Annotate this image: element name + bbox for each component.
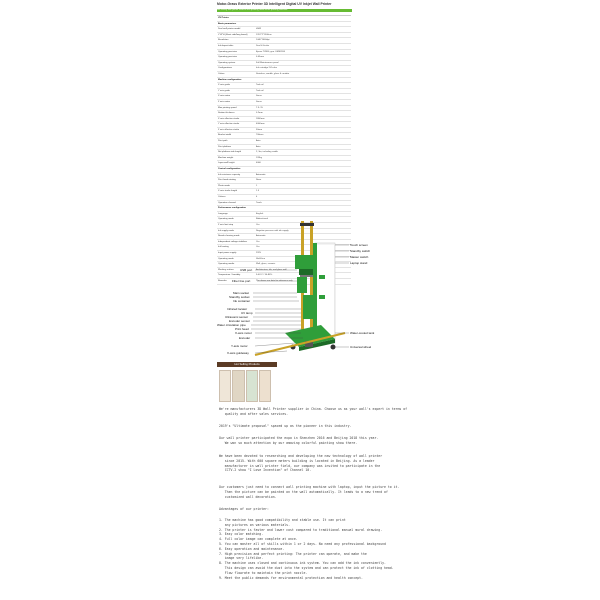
callout-infrared-locator: Infrared locator [227,307,248,311]
spec-key: Temperature / humidity [218,274,241,277]
spec-key: Operating media [218,263,235,266]
spec-value: 7.5~15 [256,106,263,109]
spec-value: Auto [256,140,261,143]
usage-paragraph: Our customers just need to connect wall printing machine with laptop, input the picture to it. Then the picture can be painted on the wall automatically. It leads to a new trend of customized wall decoration. [219,485,400,499]
subtitle-banner: Hot selling wall printer vertical wall painting robot mural painting machine [217,9,352,12]
spec-key: Operating precision [218,56,237,59]
spec-key: Layer-wall height [218,162,235,165]
spec-value: 50mm [256,128,263,131]
spec-key: Input power supply [218,251,237,254]
spec-key: Operating system [218,61,236,64]
spec-value: Yes [256,223,260,226]
advantages-heading: Advantages of our printer: [219,507,269,511]
spec-key: Y axis effective stroke [218,123,240,126]
spec-value: Negative pressure with ink supply [256,229,289,232]
spec-key: Ink heating [218,246,229,249]
proposal-paragraph: 2019's "Ultimate proposal" spaced up as the pioneer in this industry. [219,424,352,428]
spec-key: Colour [218,72,225,75]
spec-value: 700mm [256,134,264,137]
spec-value: 1440*1440dpi [256,39,270,42]
product-thumbnail[interactable] [219,370,231,402]
intro-paragraph: We're manufacturers 3D Wall Printer supplier in China. Choose us as your wall's expert in terms of quality and after sales services. [219,407,408,416]
product-thumbnails [219,370,271,402]
spec-key: Machine weight [218,156,234,159]
spec-key: X axis motor [218,95,231,98]
spec-value: English [256,212,264,215]
spec-value: 1 [256,184,258,187]
spec-value [256,206,351,211]
spec-value: 4000mm [256,123,265,126]
spec-value: Wall, glass, ceramic [256,263,276,266]
spec-key: Z axis effective stroke [218,128,240,131]
callout-print-head: Print head [235,327,249,331]
spec-key: X axis stroke length [218,190,238,193]
spec-key: Operating mode [218,218,234,221]
callout-universal-wheel: Universal wheel [350,345,372,349]
spec-key: Remarks [218,279,227,282]
spec-key: Control configuration [218,168,241,171]
history-paragraph: We have been devoted to researching and developing the new technology of wall printer since 2015. With 600 square meters building is located in Beijing. As a leader manufacturer in wall printer field, our company was invited to participate in the CCTV-2 show "I Love Invention" of Channel 10. [219,454,383,473]
spec-value: 1312*2*1500cm [256,33,272,36]
printer-diagram [215,215,385,375]
callout-main-socket: Main socket [233,291,250,295]
spec-key: Print head rotating [218,179,236,182]
spec-key: Colours [218,196,226,198]
spec-key: Configurations [218,67,233,70]
spec-value: 1800mm [256,117,265,120]
spec-key: Performance configuration [218,207,246,210]
spec-key: Print path [218,140,228,143]
spec-value: Touch [256,201,262,204]
product-thumbnail[interactable] [232,370,244,402]
spec-key: Nozzle cleaning mode [218,235,240,238]
spec-key: Machine configuration [218,78,242,81]
spec-key: Station thickness [218,112,235,115]
spec-key: Resolution [218,39,229,42]
spec-value [256,167,351,172]
callout-standby-switch: Standby switch [350,249,371,253]
spec-value: 4 [256,196,258,198]
spec-key: Operation channel [218,201,236,204]
product-thumbnail[interactable] [246,370,258,402]
spec-key: Ink supply mode [218,229,234,232]
spec-key: UV Printer [218,17,229,19]
spec-key: Ink deposit dots [218,44,234,47]
spec-key: Working surface [218,268,234,271]
spec-value: 220V [256,251,262,254]
spec-value: Dual & 4color [256,44,270,47]
spec-value: None [256,179,262,182]
spec-key: Max printing speed [218,106,237,109]
spec-key: Bracket width [218,134,232,137]
spec-value: Shift/Line [256,257,266,260]
spec-value: Yes [256,240,260,243]
spec-value: 2, 3m, including cradle [256,151,278,154]
callout-ink-container: Ink container [233,299,251,303]
callout-water-circulation-pipe: Water circulation pipe [217,323,246,327]
spec-value [256,22,351,27]
spec-key: Photo mode [218,184,230,187]
callout-usb-port: USB port [240,268,253,272]
spec-key: Z axis limit stop [218,223,234,226]
spec-value: 5-40°C / 30-80% [256,274,273,277]
spec-key: Z axis motor [218,100,231,103]
callout-uv-lamp: UV lamp [241,311,253,315]
spec-value: Tool rail [256,84,264,87]
product-title: Motor-Grass Exterior Printer 3D Intelligent Digital UV Inkjet Wall Printer [217,2,332,6]
spec-value: Bidirectional [256,218,268,221]
advantages-list: 1. The machine has good compatibility and stable use. It can print any pictures on various materials. 2. The printer is faster and lower cost compared to traditional manual mural drawing. 3. Easy color matching. 4. Full color image can complete at once. 5. You can master all of skills within 1 or 2 days. No need any professional background 6. Easy operation and maintenance. 7. High precision and perfect printing: The printer can operate, and make the image very lifelike. 8. The machine uses closed and continuous ink system. You can add the ink conveniently. This design can avoid the dust into the system and can protect the ink of clotting head. Flow flowrate to maintain the print nozzle. 9. Meet the public demands for environmental protection and health concept. [219,518,394,580]
spec-key: Y axis guide [218,89,230,92]
spec-value: Ink cartridge 2/4 color [256,67,278,70]
spec-value: Stainless, marble, glass & corridor [256,72,290,75]
spec-value: Servo [256,95,262,98]
callout-touch-screen: Touch screen [350,243,368,247]
spec-key: X axis effective stroke [218,117,240,120]
spec-key: Dual wall printer model [218,28,241,31]
spec-key: L*W*H (Short side/long board) [218,33,248,36]
callout-x-axis-guideway: X-axis guideway [227,351,249,355]
spec-value: Automatic [256,235,266,238]
callout-encoder-sensor: Encoder sensor [229,319,251,323]
spec-key: Ink resistance capacity [218,173,241,176]
spec-value: 0.05mm [256,56,264,59]
spec-key: Net platform side length [218,151,242,154]
spec-value: Automatic [256,173,266,176]
spec-value: 4000 [256,162,261,165]
spec-value: Architecture, tile, and glass wall [256,268,287,271]
callout-laptop-stand: Laptop stand [350,261,368,265]
spec-key: X axis guide [218,84,230,87]
product-thumbnail[interactable] [259,370,271,402]
spec-value: 0.2mm [256,112,263,115]
spec-key: Print platform [218,145,232,148]
spec-value: HSW [256,28,262,31]
spec-value: The above are data for reference only [256,279,293,282]
spec-key: Basic parameters [218,22,237,25]
spec-key: Language [218,212,228,215]
spec-value: 1.5 [256,190,260,193]
callout-x-axis-motor: X-axis motor [235,331,252,335]
spec-value: Auto [256,145,261,148]
spec-key: Operating mode [218,257,234,260]
callout-fiber-line-port: Fiber line port [232,279,251,283]
callout-y-axis-motor: Y-axis motor [231,344,248,348]
spec-value [256,78,351,83]
callout-water-cooled-tank: Water-cooled tank [350,331,375,335]
callout-ultrasonic-sensor: Ultrasonic sensor [225,315,249,319]
spec-value: Full Maintenance panel [256,61,279,64]
callout-master-switch: Master switch [350,255,369,259]
expo-paragraph: Our wall printer participated the expo in Shenzhen 2016 and Beijing 2018 this year. We won so much attention by our amazing colorful painting show there. [219,436,379,445]
hot-selling-banner: Hot Selling Products [217,362,277,367]
callout-encoder: Encoder [239,336,251,340]
spec-key: Independent voltage stabilizer [218,240,248,243]
spec-key: Operating precision [218,50,237,53]
spec-value: Epson TX800, gen. UMS/DX6 [256,50,286,53]
spec-value [256,16,351,21]
spec-value: Tool rail [256,89,264,92]
spec-value: Servo [256,100,262,103]
spec-value: 120kg [256,156,262,159]
spec-value: Yes [256,246,260,249]
callout-standby-socket: Standby socket [229,295,250,299]
